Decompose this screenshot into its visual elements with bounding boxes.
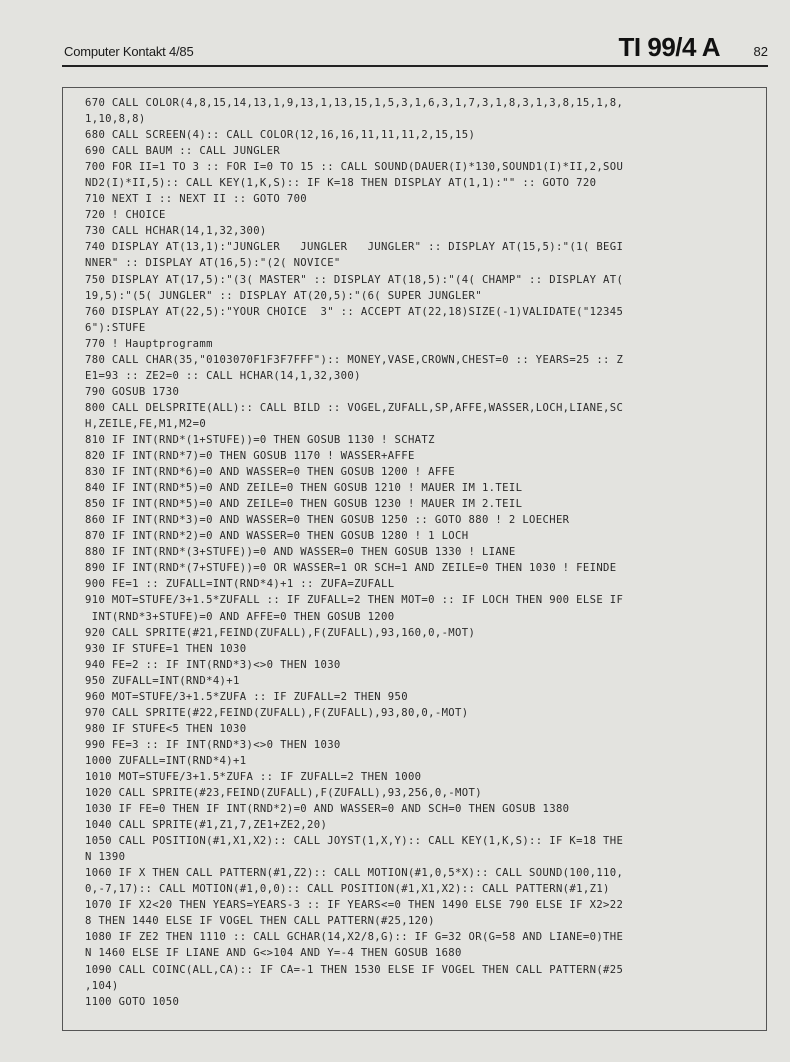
- code-line: 950 ZUFALL=INT(RND*4)+1: [85, 674, 240, 687]
- code-line: H,ZEILE,FE,M1,M2=0: [85, 417, 207, 430]
- code-line: 670 CALL COLOR(4,8,15,14,13,1,9,13,1,13,15,1,5,3,1,6,3,1,7,3,1,8,3,1,3,8,15,1,8,: [85, 97, 624, 109]
- code-line: 730 CALL HCHAR(14,1,32,300): [85, 225, 267, 238]
- code-line: 870 IF INT(RND*2)=0 AND WASSER=0 THEN GOSUB 1280 ! 1 LOCH: [85, 530, 469, 543]
- code-line: 750 DISPLAY AT(17,5):"(3( MASTER" :: DISPLAY AT(18,5):"(4( CHAMP" :: DISPLAY AT(: [85, 273, 624, 286]
- code-line: NNER" :: DISPLAY AT(16,5):"(2( NOVICE": [85, 257, 341, 270]
- code-line: 990 FE=3 :: IF INT(RND*3)<>0 THEN 1030: [85, 738, 341, 751]
- code-line: 700 FOR II=1 TO 3 :: FOR I=0 TO 15 :: CALL SOUND(DAUER(I)*130,SOUND1(I)*II,2,SOU: [85, 161, 624, 174]
- basic-listing: [85, 95, 735, 1010]
- code-line: 1070 IF X2<20 THEN YEARS=YEARS-3 :: IF YEARS<=0 THEN 1490 ELSE 790 ELSE IF X2>22: [85, 899, 624, 912]
- system-title: TI 99/4 A: [618, 32, 720, 62]
- code-line: 780 CALL CHAR(35,"0103070F1F3F7FFF"):: MONEY,VASE,CROWN,CHEST=0 :: YEARS=25 :: Z: [85, 353, 624, 366]
- code-line: 720 ! CHOICE: [85, 209, 166, 222]
- magazine-issue: Computer Kontakt 4/85: [64, 44, 194, 59]
- code-line: 6"):STUFE: [85, 321, 146, 334]
- code-line: INT(RND*3+STUFE)=0 AND AFFE=0 THEN GOSUB 1200: [85, 610, 395, 623]
- code-line: 1010 MOT=STUFE/3+1.5*ZUFA :: IF ZUFALL=2 THEN 1000: [85, 770, 422, 783]
- code-line: 860 IF INT(RND*3)=0 AND WASSER=0 THEN GOSUB 1250 :: GOTO 880 ! 2 LOECHER: [85, 514, 570, 527]
- header-rule: [62, 65, 768, 67]
- code-line: 820 IF INT(RND*7)=0 THEN GOSUB 1170 ! WASSER+AFFE: [85, 450, 415, 463]
- code-line: 1000 ZUFALL=INT(RND*4)+1: [85, 754, 247, 767]
- code-line: 19,5):"(5( JUNGLER" :: DISPLAY AT(20,5):"(6( SUPER JUNGLER": [85, 289, 482, 302]
- page-number: 82: [753, 44, 768, 59]
- code-line: 1060 IF X THEN CALL PATTERN(#1,Z2):: CALL MOTION(#1,0,5*X):: CALL SOUND(100,110,: [85, 867, 624, 880]
- code-line: 880 IF INT(RND*(3+STUFE))=0 AND WASSER=0 THEN GOSUB 1330 ! LIANE: [85, 546, 516, 559]
- code-line: 810 IF INT(RND*(1+STUFE))=0 THEN GOSUB 1130 ! SCHATZ: [85, 433, 435, 446]
- code-line: 1,10,8,8): [85, 113, 146, 126]
- code-line: 890 IF INT(RND*(7+STUFE))=0 OR WASSER=1 OR SCH=1 AND ZEILE=0 THEN 1030 ! FEINDE: [85, 562, 617, 575]
- code-line: 760 DISPLAY AT(22,5):"YOUR CHOICE 3" :: ACCEPT AT(22,18)SIZE(-1)VALIDATE("12345: [85, 305, 624, 318]
- code-line: 940 FE=2 :: IF INT(RND*3)<>0 THEN 1030: [85, 658, 341, 671]
- code-line: 970 CALL SPRITE(#22,FEIND(ZUFALL),F(ZUFALL),93,80,0,-MOT): [85, 706, 469, 719]
- code-line: 8 THEN 1440 ELSE IF VOGEL THEN CALL PATTERN(#25,120): [85, 915, 435, 928]
- code-line: 960 MOT=STUFE/3+1.5*ZUFA :: IF ZUFALL=2 THEN 950: [85, 690, 408, 703]
- code-line: E1=93 :: ZE2=0 :: CALL HCHAR(14,1,32,300): [85, 369, 361, 382]
- code-line: 690 CALL BAUM :: CALL JUNGLER: [85, 145, 281, 158]
- code-line: N 1460 ELSE IF LIANE AND G<>104 AND Y=-4 THEN GOSUB 1680: [85, 947, 462, 960]
- code-line: 980 IF STUFE<5 THEN 1030: [85, 722, 247, 735]
- code-line: 1090 CALL COINC(ALL,CA):: IF CA=-1 THEN 1530 ELSE IF VOGEL THEN CALL PATTERN(#25: [85, 963, 624, 976]
- code-line: 910 MOT=STUFE/3+1.5*ZUFALL :: IF ZUFALL=2 THEN MOT=0 :: IF LOCH THEN 900 ELSE IF: [85, 594, 624, 607]
- code-line: 710 NEXT I :: NEXT II :: GOTO 700: [85, 193, 308, 206]
- code-line: 840 IF INT(RND*5)=0 AND ZEILE=0 THEN GOSUB 1210 ! MAUER IM 1.TEIL: [85, 482, 523, 495]
- code-line: ND2(I)*II,5):: CALL KEY(1,K,S):: IF K=18 THEN DISPLAY AT(1,1):"" :: GOTO 720: [85, 177, 597, 190]
- code-line: 1040 CALL SPRITE(#1,Z1,7,ZE1+ZE2,20): [85, 819, 328, 832]
- code-line: 800 CALL DELSPRITE(ALL):: CALL BILD :: VOGEL,ZUFALL,SP,AFFE,WASSER,LOCH,LIANE,SC: [85, 401, 624, 414]
- code-line: 0,-7,17):: CALL MOTION(#1,0,0):: CALL POSITION(#1,X1,X2):: CALL PATTERN(#1,Z1): [85, 883, 610, 896]
- code-line: 920 CALL SPRITE(#21,FEIND(ZUFALL),F(ZUFALL),93,160,0,-MOT): [85, 626, 476, 639]
- code-line: 1030 IF FE=0 THEN IF INT(RND*2)=0 AND WASSER=0 AND SCH=0 THEN GOSUB 1380: [85, 803, 570, 816]
- code-line: 830 IF INT(RND*6)=0 AND WASSER=0 THEN GOSUB 1200 ! AFFE: [85, 466, 456, 479]
- code-line: ,104): [85, 979, 119, 992]
- code-line: 680 CALL SCREEN(4):: CALL COLOR(12,16,16,11,11,11,2,15,15): [85, 129, 476, 142]
- code-line: N 1390: [85, 851, 126, 864]
- code-line: 1050 CALL POSITION(#1,X1,X2):: CALL JOYST(1,X,Y):: CALL KEY(1,K,S):: IF K=18 THE: [85, 835, 624, 848]
- page-header: [62, 30, 768, 64]
- code-line: 900 FE=1 :: ZUFALL=INT(RND*4)+1 :: ZUFA=ZUFALL: [85, 578, 395, 591]
- code-line: 790 GOSUB 1730: [85, 385, 180, 398]
- code-line: 930 IF STUFE=1 THEN 1030: [85, 642, 247, 655]
- code-line: 1100 GOTO 1050: [85, 995, 180, 1008]
- code-line: 770 ! Hauptprogramm: [85, 337, 213, 350]
- code-line: 850 IF INT(RND*5)=0 AND ZEILE=0 THEN GOSUB 1230 ! MAUER IM 2.TEIL: [85, 498, 523, 511]
- code-line: 740 DISPLAY AT(13,1):"JUNGLER JUNGLER JUNGLER" :: DISPLAY AT(15,5):"(1( BEGI: [85, 241, 624, 254]
- code-line: 1020 CALL SPRITE(#23,FEIND(ZUFALL),F(ZUFALL),93,256,0,-MOT): [85, 787, 482, 800]
- code-line: 1080 IF ZE2 THEN 1110 :: CALL GCHAR(14,X2/8,G):: IF G=32 OR(G=58 AND LIANE=0)THE: [85, 931, 624, 944]
